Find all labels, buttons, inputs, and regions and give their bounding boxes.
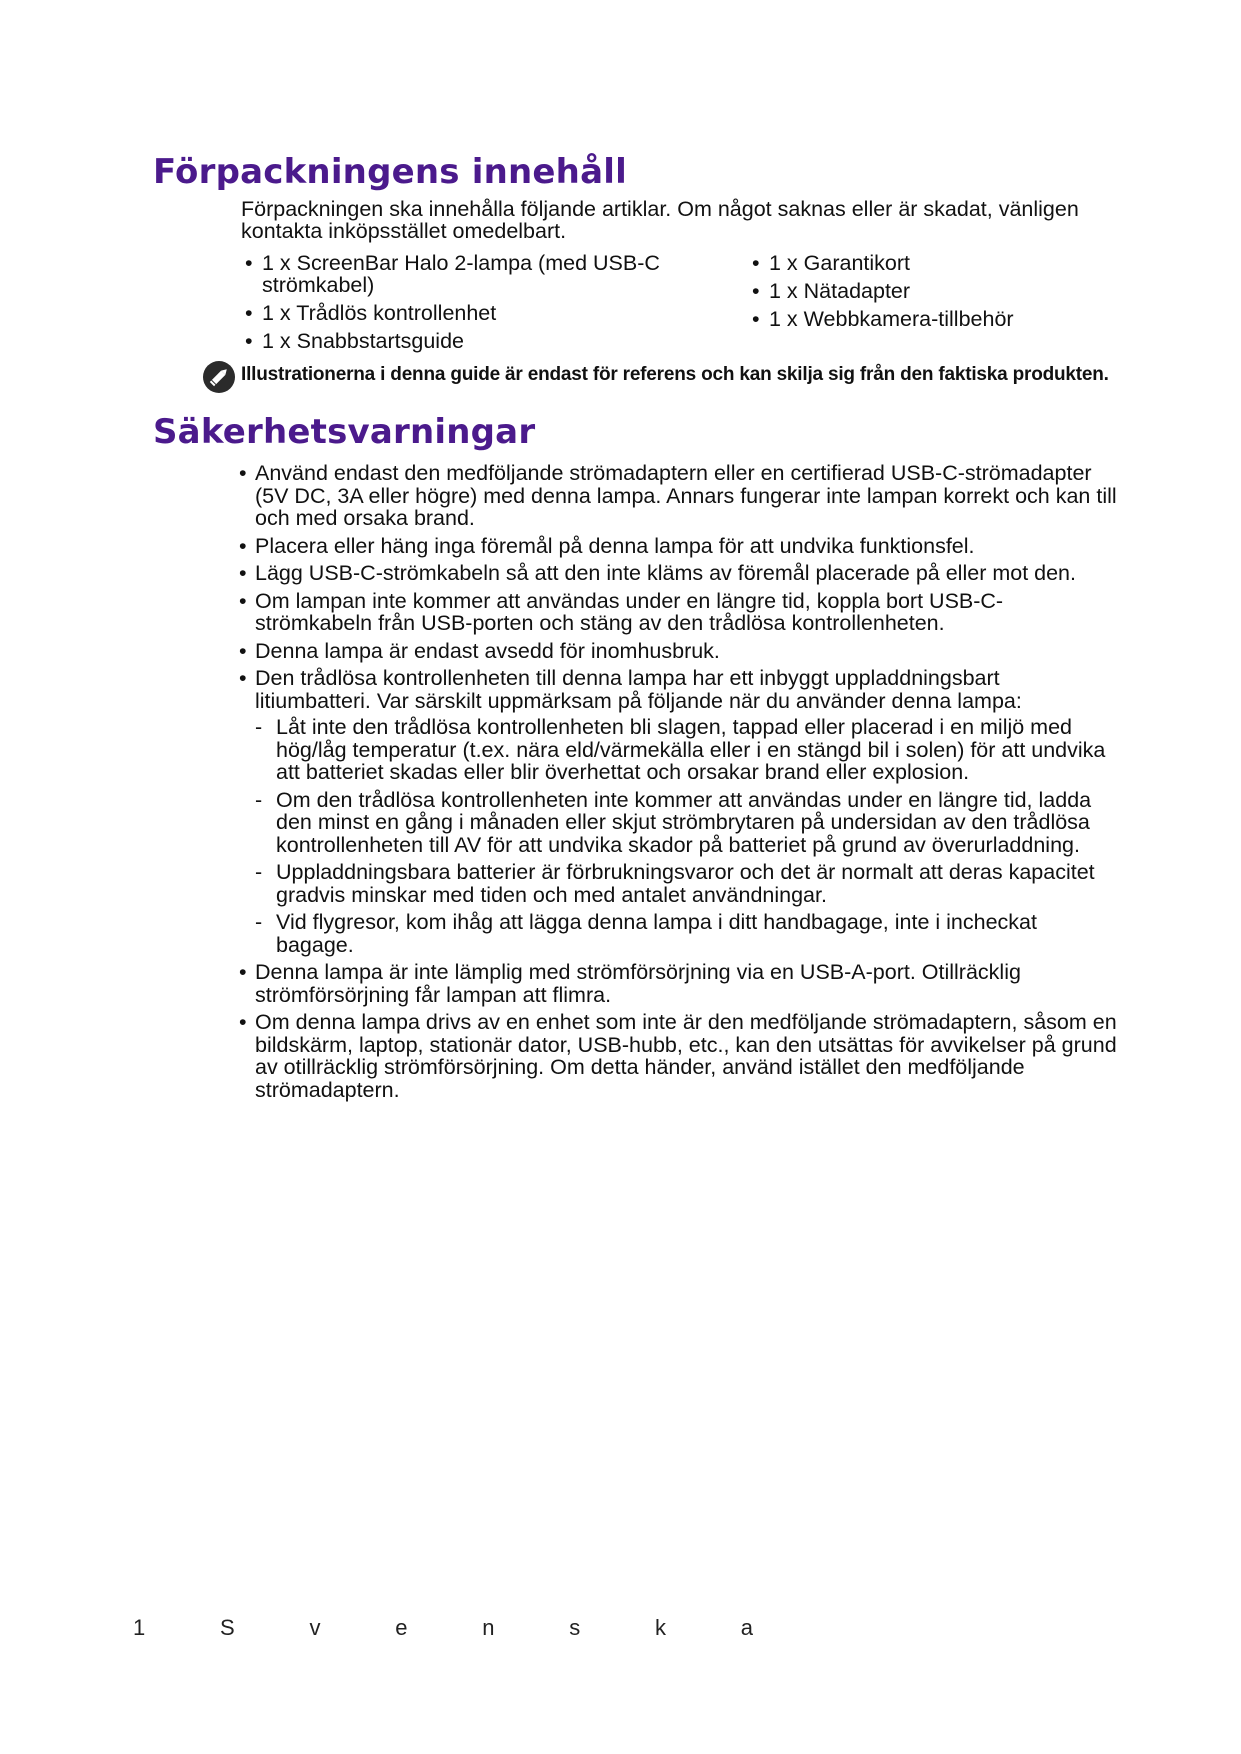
battery-warning-text: Den trådlösa kontrollenheten till denna lampa har ett inbyggt uppladdningsbart litiumbatteri. Var särskilt uppmärksam på följande när du använder denna lampa: <box>255 666 1022 713</box>
list-item: • 1 x Trådlös kontrollenhet <box>242 302 722 324</box>
list-item: • 1 x ScreenBar Halo 2-lampa (med USB-C strömkabel) <box>242 252 722 296</box>
contents-list-right <box>749 252 1109 336</box>
note-text: Illustrationerna i denna guide är endast för referens och kan skilja sig från den faktiska produkten. <box>241 364 1109 385</box>
sub-list-item: - Vid flygresor, kom ihåg att lägga denna lampa i ditt handbagage, inte i incheckat bagage. <box>255 911 1119 956</box>
footer-letter: a <box>740 1615 753 1640</box>
intro-text: Förpackningen ska innehålla följande artiklar. Om något saknas eller är skadat, vänligen kontakta inköpsstället omedelbart. <box>241 197 1079 243</box>
page-footer <box>133 1615 753 1641</box>
heading-safety-warnings: Säkerhetsvarningar <box>153 412 536 452</box>
sub-list-item: - Uppladdningsbara batterier är förbrukningsvaror och det är normalt att deras kapacitet gradvis minskar med tiden och med antalet användningar. <box>255 861 1119 906</box>
footer-letter: e <box>395 1615 408 1640</box>
footer-letter: s <box>569 1615 581 1640</box>
list-item: • Om lampan inte kommer att användas under en längre tid, koppla bort USB-C-strömkabeln från USB-porten och stäng av den trådlösa kontrollenheten. <box>239 590 1119 635</box>
heading-package-contents: Förpackningens innehåll <box>153 152 627 192</box>
footer-letter: k <box>654 1615 666 1640</box>
list-item: • 1 x Garantikort <box>749 252 1109 274</box>
footer-letter: n <box>482 1615 495 1640</box>
list-item: • 1 x Webbkamera-tillbehör <box>749 308 1109 330</box>
list-item: • Denna lampa är endast avsedd för inomhusbruk. <box>239 640 1119 663</box>
list-item: • 1 x Nätadapter <box>749 280 1109 302</box>
list-item-battery <box>239 667 1119 956</box>
sub-list-item: - Om den trådlösa kontrollenheten inte kommer att användas under en längre tid, ladda den minst en gång i månaden eller skjut strömbrytaren på undersidan av den trådlösa kontrollenheten till AV för att undvika skador på batteriet på grund av överurladdning. <box>255 789 1119 857</box>
safety-warnings-list <box>239 462 1119 1106</box>
list-item: • Lägg USB-C-strömkabeln så att den inte kläms av föremål placerade på eller mot den. <box>239 562 1119 585</box>
footer-letter: v <box>309 1615 321 1640</box>
list-item: • Om denna lampa drivs av en enhet som inte är den medföljande strömadaptern, såsom en bildskärm, laptop, stationär dator, USB-hubb, etc., kan den utsättas för avvikelser på grund av otillräcklig strömförsörjning. Om detta händer, använd istället den medföljande strömadaptern. <box>239 1011 1119 1101</box>
battery-sublist <box>255 716 1119 956</box>
list-item: • Placera eller häng inga föremål på denna lampa för att undvika funktionsfel. <box>239 535 1119 558</box>
footer-letter: S <box>220 1615 235 1640</box>
sub-list-item: - Låt inte den trådlösa kontrollenheten bli slagen, tappad eller placerad i en miljö med hög/låg temperatur (t.ex. nära eld/värmekälla eller i en stängd bil i solen) för att undvika att batteriet skadas eller blir överhettat och orsakar brand eller explosion. <box>255 716 1119 784</box>
list-item: • Denna lampa är inte lämplig med strömförsörjning via en USB-A-port. Otillräcklig strömförsörjning får lampan att flimra. <box>239 961 1119 1006</box>
pencil-note-icon <box>203 361 235 393</box>
contents-list-left <box>242 252 722 358</box>
list-item: • 1 x Snabbstartsguide <box>242 330 722 352</box>
page-number: 1 <box>133 1615 146 1640</box>
list-item: • Använd endast den medföljande strömadaptern eller en certifierad USB-C-strömadapter (5V DC, 3A eller högre) med denna lampa. Annars fungerar inte lampan korrekt och kan till och med orsaka brand. <box>239 462 1119 530</box>
